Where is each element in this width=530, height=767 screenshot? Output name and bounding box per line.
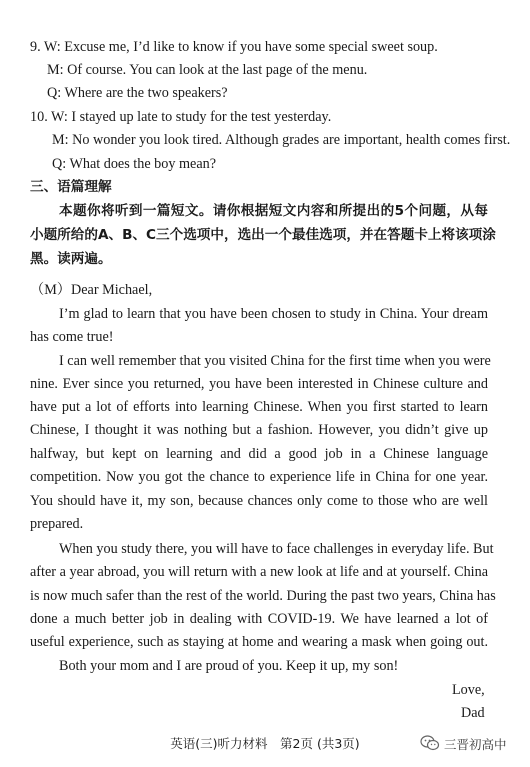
- letter-line: When you study there, you will have to face challenges in everyday life. But: [59, 541, 494, 557]
- watermark-text: 三晋初高中: [444, 737, 507, 752]
- letter-signature: Dad: [461, 705, 485, 721]
- letter-line: after a year abroad, you will return with a new look at life and at yourself. China: [30, 564, 488, 580]
- section-instruction-2: 小题所给的A、B、C三个选项中，选出一个最佳选项，并在答题卡上将该项涂: [30, 227, 496, 243]
- letter-closing: Love,: [452, 682, 485, 698]
- letter-line: Both your mom and I are proud of you. Keep it up, my son!: [59, 658, 399, 674]
- letter-line: is now much safer than the rest of the world. During the past two years, China has: [30, 588, 496, 604]
- letter-line: has come true!: [30, 329, 114, 345]
- q10-woman-line: 10. W: I stayed up late to study for the test yesterday.: [30, 109, 332, 125]
- section-instruction-1: 本题你将听到一篇短文。请你根据短文内容和所提出的5个问题，从每: [59, 203, 488, 219]
- letter-line: I’m glad to learn that you have been chosen to study in China. Your dream: [59, 306, 488, 322]
- q9-woman-line: 9. W: Excuse me, I’d like to know if you have some special sweet soup.: [30, 39, 438, 55]
- q9-question: Q: Where are the two speakers?: [47, 85, 228, 101]
- q9-man-line: M: Of course. You can look at the last page of the menu.: [47, 62, 368, 78]
- section-heading: 三、语篇理解: [30, 179, 112, 195]
- letter-line: have put a lot of efforts into learning Chinese. When you first started to learn: [30, 399, 488, 415]
- letter-line: prepared.: [30, 516, 84, 532]
- q10-man-line: M: No wonder you look tired. Although grades are important, health comes first.: [52, 132, 511, 148]
- letter-line: useful experience, such as staying at home and wearing a mask when going out.: [30, 634, 488, 650]
- letter-line: Chinese, I thought it was nothing but a fashion. However, you didn’t give up: [30, 422, 488, 438]
- letter-salutation: （M）Dear Michael,: [30, 282, 153, 298]
- letter-line: halfway, but kept on learning and did a good job in a Chinese language: [30, 446, 488, 462]
- page-footer: 英语(三)听力材料 第2页 (共3页): [170, 736, 360, 751]
- letter-line: done a much better job in dealing with COVID-19. We have learned a lot of: [30, 611, 488, 627]
- wechat-icon: [420, 735, 440, 754]
- watermark: [420, 733, 530, 755]
- letter-line: You should have it, my son, because chances only come to those who are well: [30, 493, 488, 509]
- letter-line: competition. Now you got the chance to experience life in China for one year.: [30, 469, 488, 485]
- letter-line: I can well remember that you visited China for the first time when you were: [59, 353, 491, 369]
- section-instruction-3: 黑。读两遍。: [30, 251, 112, 267]
- q10-question: Q: What does the boy mean?: [52, 156, 217, 172]
- letter-line: nine. Ever since you returned, you have been interested in Chinese culture and: [30, 376, 488, 392]
